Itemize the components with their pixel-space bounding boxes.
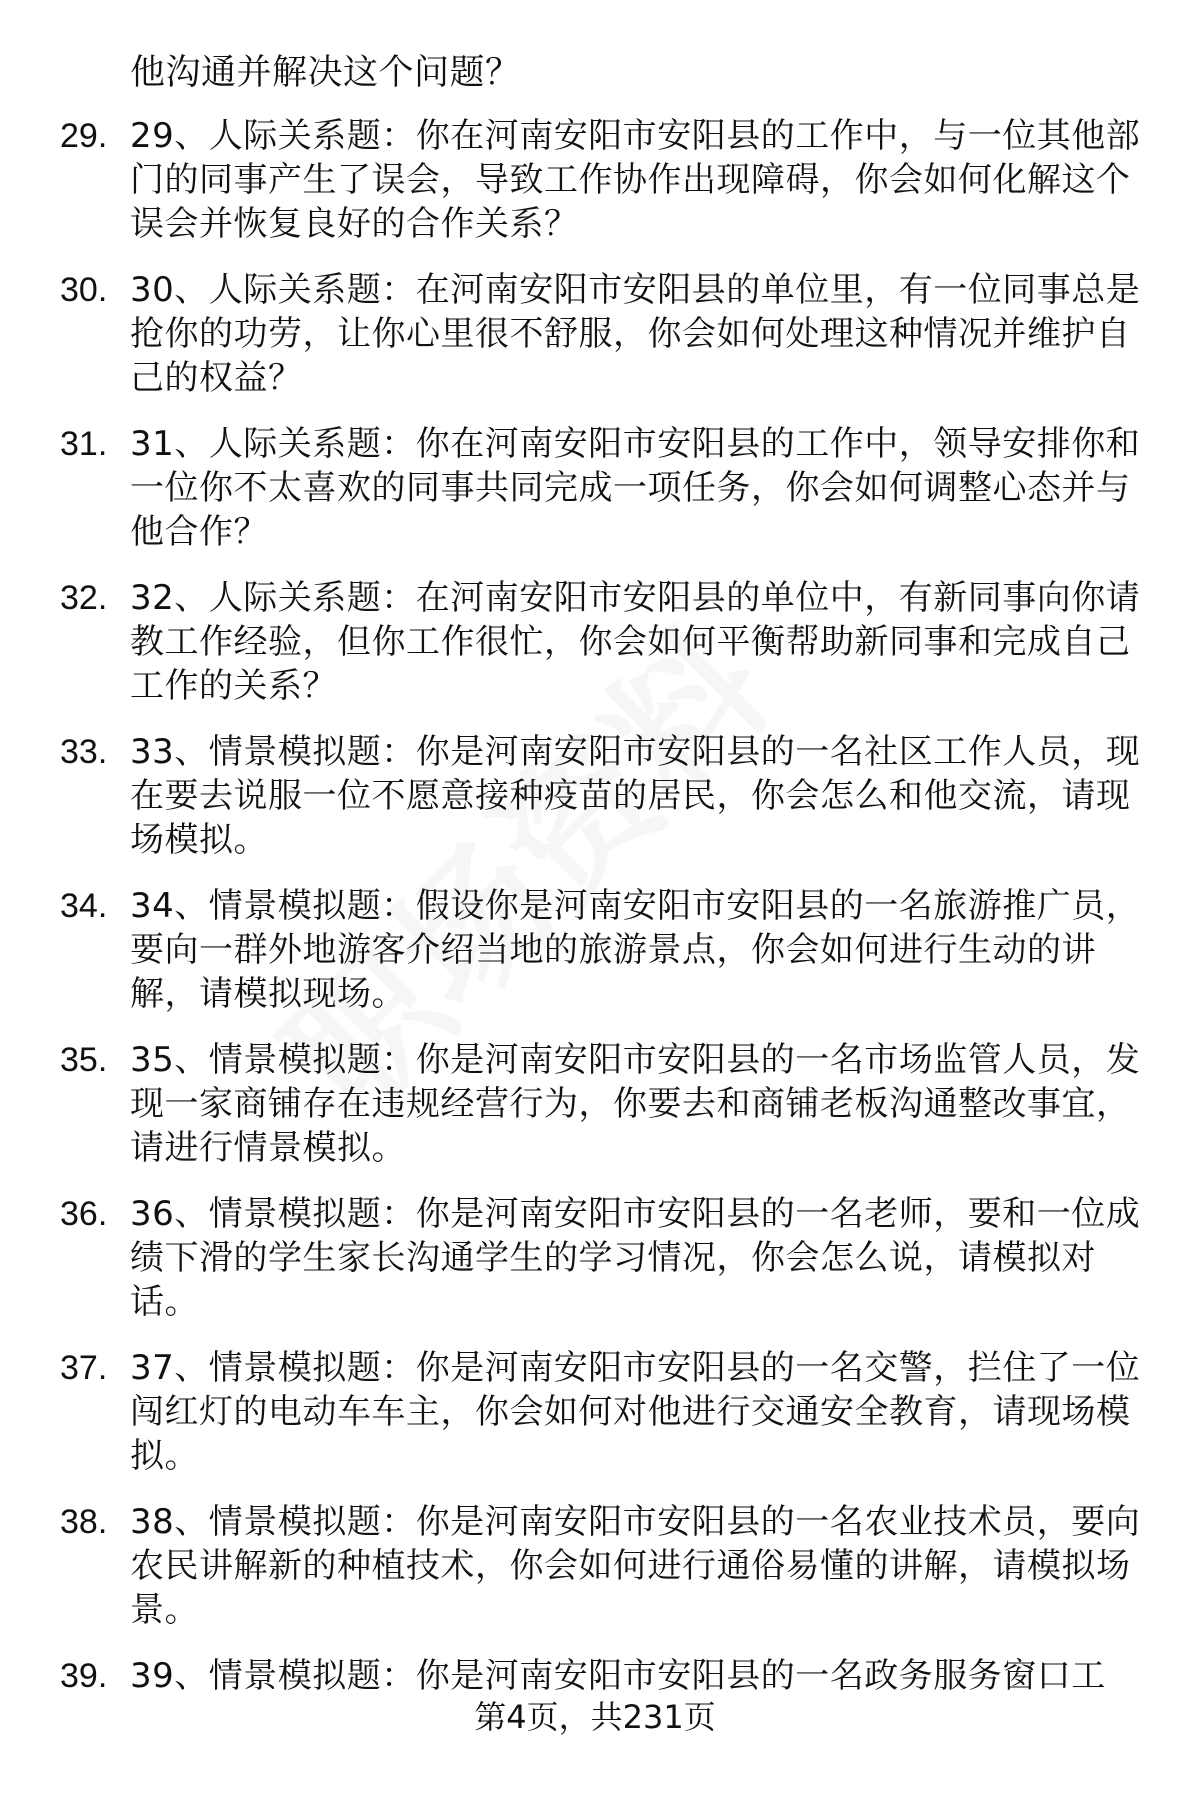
question-number: 32.: [60, 579, 108, 617]
page-footer: 第4页，共231页: [474, 1698, 716, 1736]
question-text: 32、人际关系题：在河南安阳市安阳县的单位中，有新同事向你请教工作经验，但你工作很忙，你会如何平衡帮助新同事和完成自己工作的关系？: [130, 578, 1141, 706]
question-item: [0, 1038, 1190, 1192]
question-item: [0, 884, 1190, 1038]
question-text: 31、人际关系题：你在河南安阳市安阳县的工作中，领导安排你和一位你不太喜欢的同事共同完成一项任务，你会如何调整心态并与他合作？: [130, 424, 1141, 552]
question-number: 36.: [60, 1195, 108, 1233]
question-text: 38、情景模拟题：你是河南安阳市安阳县的一名农业技术员，要向农民讲解新的种植技术，你会如何进行通俗易懂的讲解，请模拟场景。: [130, 1502, 1141, 1630]
question-number: 31.: [60, 425, 108, 463]
question-text: 35、情景模拟题：你是河南安阳市安阳县的一名市场监管人员，发现一家商铺存在违规经营行为，你要去和商铺老板沟通整改事宜，请进行情景模拟。: [130, 1040, 1141, 1168]
question-text: 34、情景模拟题：假设你是河南安阳市安阳县的一名旅游推广员，要向一群外地游客介绍当地的旅游景点，你会如何进行生动的讲解，请模拟现场。: [130, 886, 1141, 1014]
question-item: [0, 422, 1190, 576]
question-text: 33、情景模拟题：你是河南安阳市安阳县的一名社区工作人员，现在要去说服一位不愿意接种疫苗的居民，你会怎么和他交流，请现场模拟。: [130, 732, 1141, 860]
question-number: 38.: [60, 1503, 108, 1541]
question-text: 30、人际关系题：在河南安阳市安阳县的单位里，有一位同事总是抢你的功劳，让你心里很不舒服，你会如何处理这种情况并维护自己的权益？: [130, 270, 1141, 398]
question-item: [0, 1346, 1190, 1500]
question-item: [0, 730, 1190, 884]
question-number: 35.: [60, 1041, 108, 1079]
question-item: [0, 1192, 1190, 1346]
question-number: 34.: [60, 887, 108, 925]
question-number: 30.: [60, 271, 108, 309]
question-item: [0, 114, 1190, 268]
question-number: 39.: [60, 1657, 108, 1695]
question-item: [0, 1500, 1190, 1654]
question-text: 39、情景模拟题：你是河南安阳市安阳县的一名政务服务窗口工: [130, 1656, 1106, 1696]
question-item: [0, 576, 1190, 730]
question-item: [0, 268, 1190, 422]
question-text: 36、情景模拟题：你是河南安阳市安阳县的一名老师，要和一位成绩下滑的学生家长沟通学生的学习情况，你会怎么说，请模拟对话。: [130, 1194, 1141, 1322]
continuation-text: 他沟通并解决这个问题？: [130, 53, 521, 93]
question-list: [0, 114, 1190, 1808]
question-text: 37、情景模拟题：你是河南安阳市安阳县的一名交警，拦住了一位闯红灯的电动车车主，你会如何对他进行交通安全教育，请现场模拟。: [130, 1348, 1141, 1476]
question-number: 29.: [60, 117, 108, 155]
question-text: 29、人际关系题：你在河南安阳市安阳县的工作中，与一位其他部门的同事产生了误会，导致工作协作出现障碍，你会如何化解这个误会并恢复良好的合作关系？: [130, 116, 1141, 244]
question-number: 33.: [60, 733, 108, 771]
question-number: 37.: [60, 1349, 108, 1387]
